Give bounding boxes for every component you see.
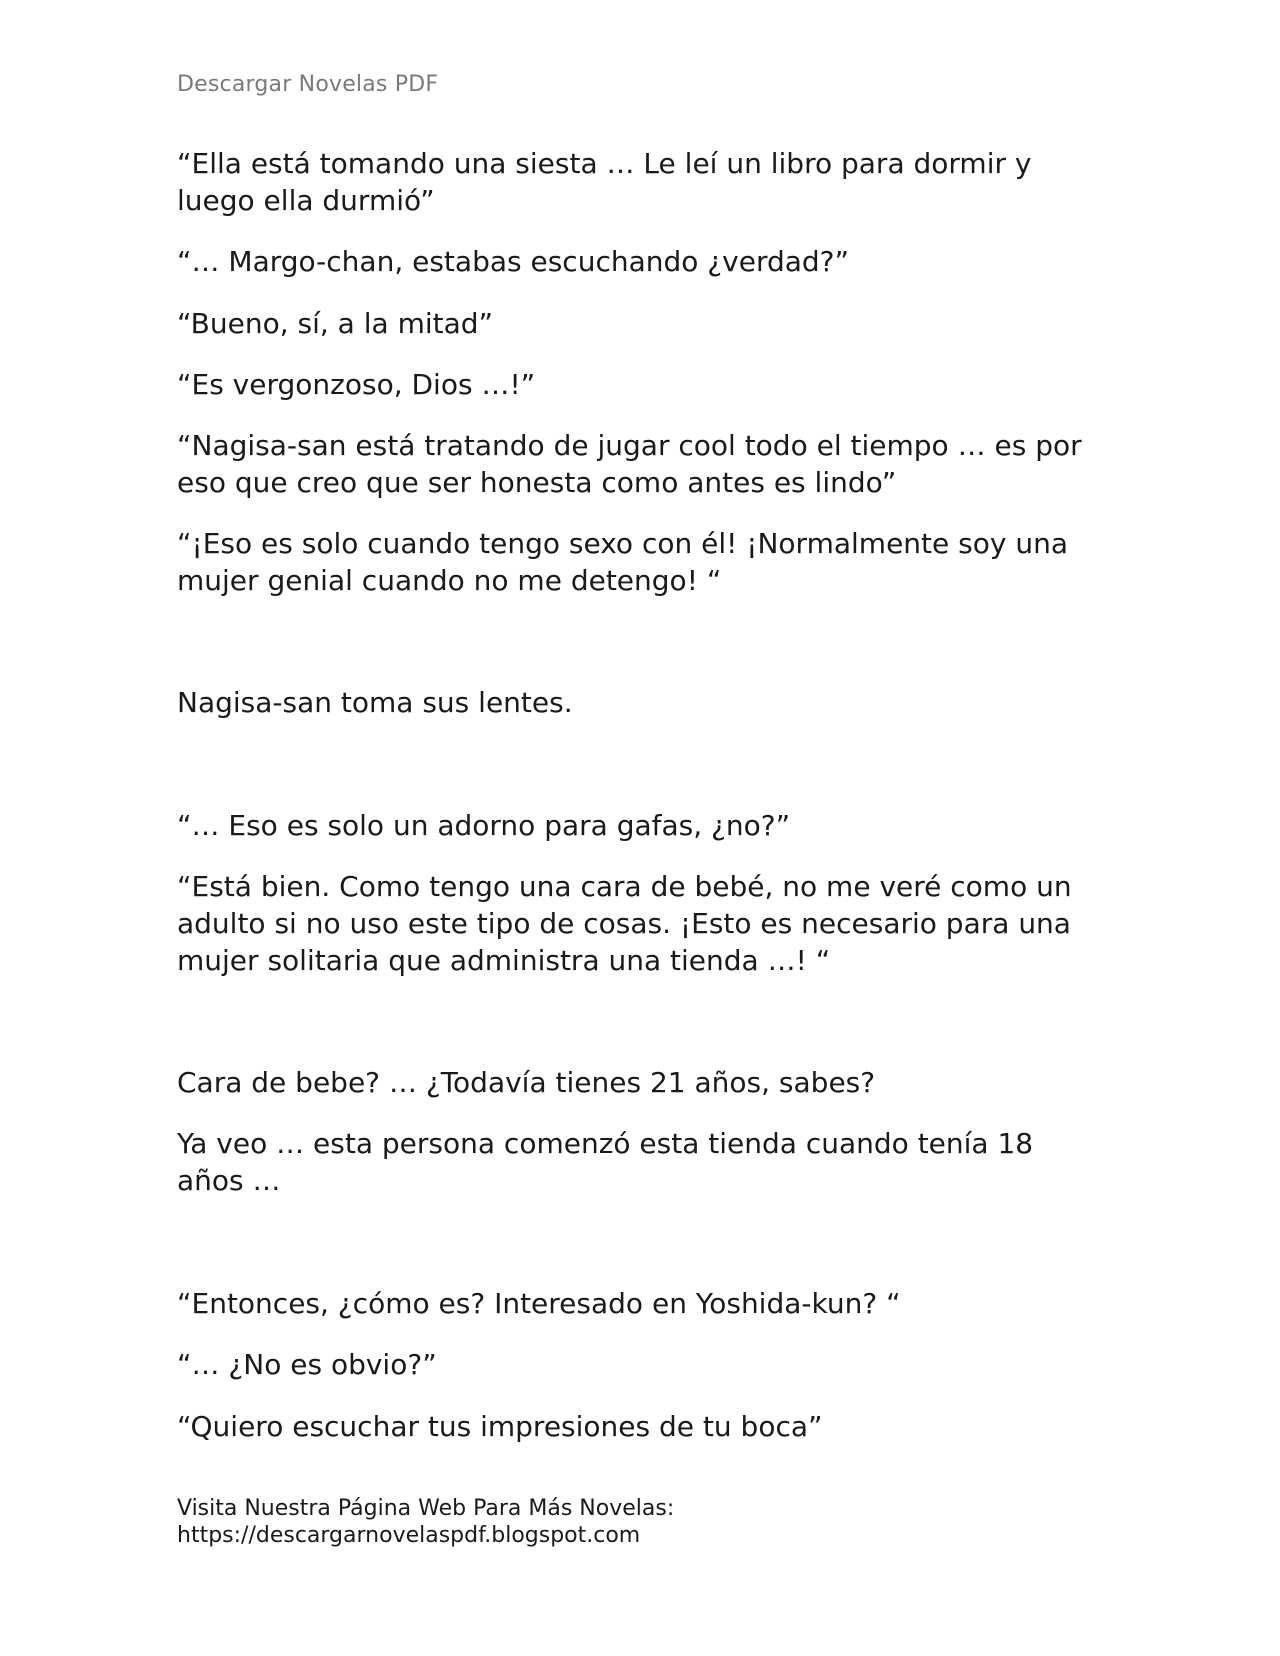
paragraph-3: “Bueno, sí, a la mitad” — [177, 307, 494, 340]
paragraph-10: Cara de bebe? … ¿Todavía tienes 21 años, sabes? — [177, 1066, 876, 1099]
paragraph-11: Ya veo … esta persona comenzó esta tienda cuando tenía 18 años … — [177, 1127, 1034, 1197]
paragraph-6: “¡Eso es solo cuando tengo sexo con él! ¡Normalmente soy una mujer genial cuando no me detengo! “ — [177, 527, 1068, 597]
footer-promo-text: Visita Nuestra Página Web Para Más Novelas: — [177, 1496, 675, 1521]
paragraph-2: “… Margo-chan, estabas escuchando ¿verdad?” — [177, 245, 850, 278]
paragraph-5: “Nagisa-san está tratando de jugar cool todo el tiempo … es por eso que creo que ser honesta como antes es lindo” — [177, 429, 1082, 499]
paragraph-14: “Quiero escuchar tus impresiones de tu boca” — [177, 1410, 823, 1443]
page-footer — [177, 1495, 674, 1549]
paragraph-9: “Está bien. Como tengo una cara de bebé, no me veré como un adulto si no uso este tipo de cosas. ¡Esto es necesario para una mujer solitaria que administra una tienda …! “ — [177, 870, 1072, 977]
paragraph-1: “Ella está tomando una siesta … Le leí un libro para dormir y luego ella durmió” — [177, 147, 1032, 217]
paragraph-8: “… Eso es solo un adorno para gafas, ¿no?” — [177, 809, 791, 842]
paragraph-12: “Entonces, ¿cómo es? Interesado en Yoshida-kun? “ — [177, 1287, 901, 1320]
paragraph-13: “… ¿No es obvio?” — [177, 1348, 437, 1381]
footer-website-url: https://descargarnovelaspdf.blogspot.com — [177, 1523, 641, 1548]
paragraph-7: Nagisa-san toma sus lentes. — [177, 686, 573, 719]
paragraph-4: “Es vergonzoso, Dios …!” — [177, 368, 536, 401]
page-header: Descargar Novelas PDF — [177, 72, 439, 97]
